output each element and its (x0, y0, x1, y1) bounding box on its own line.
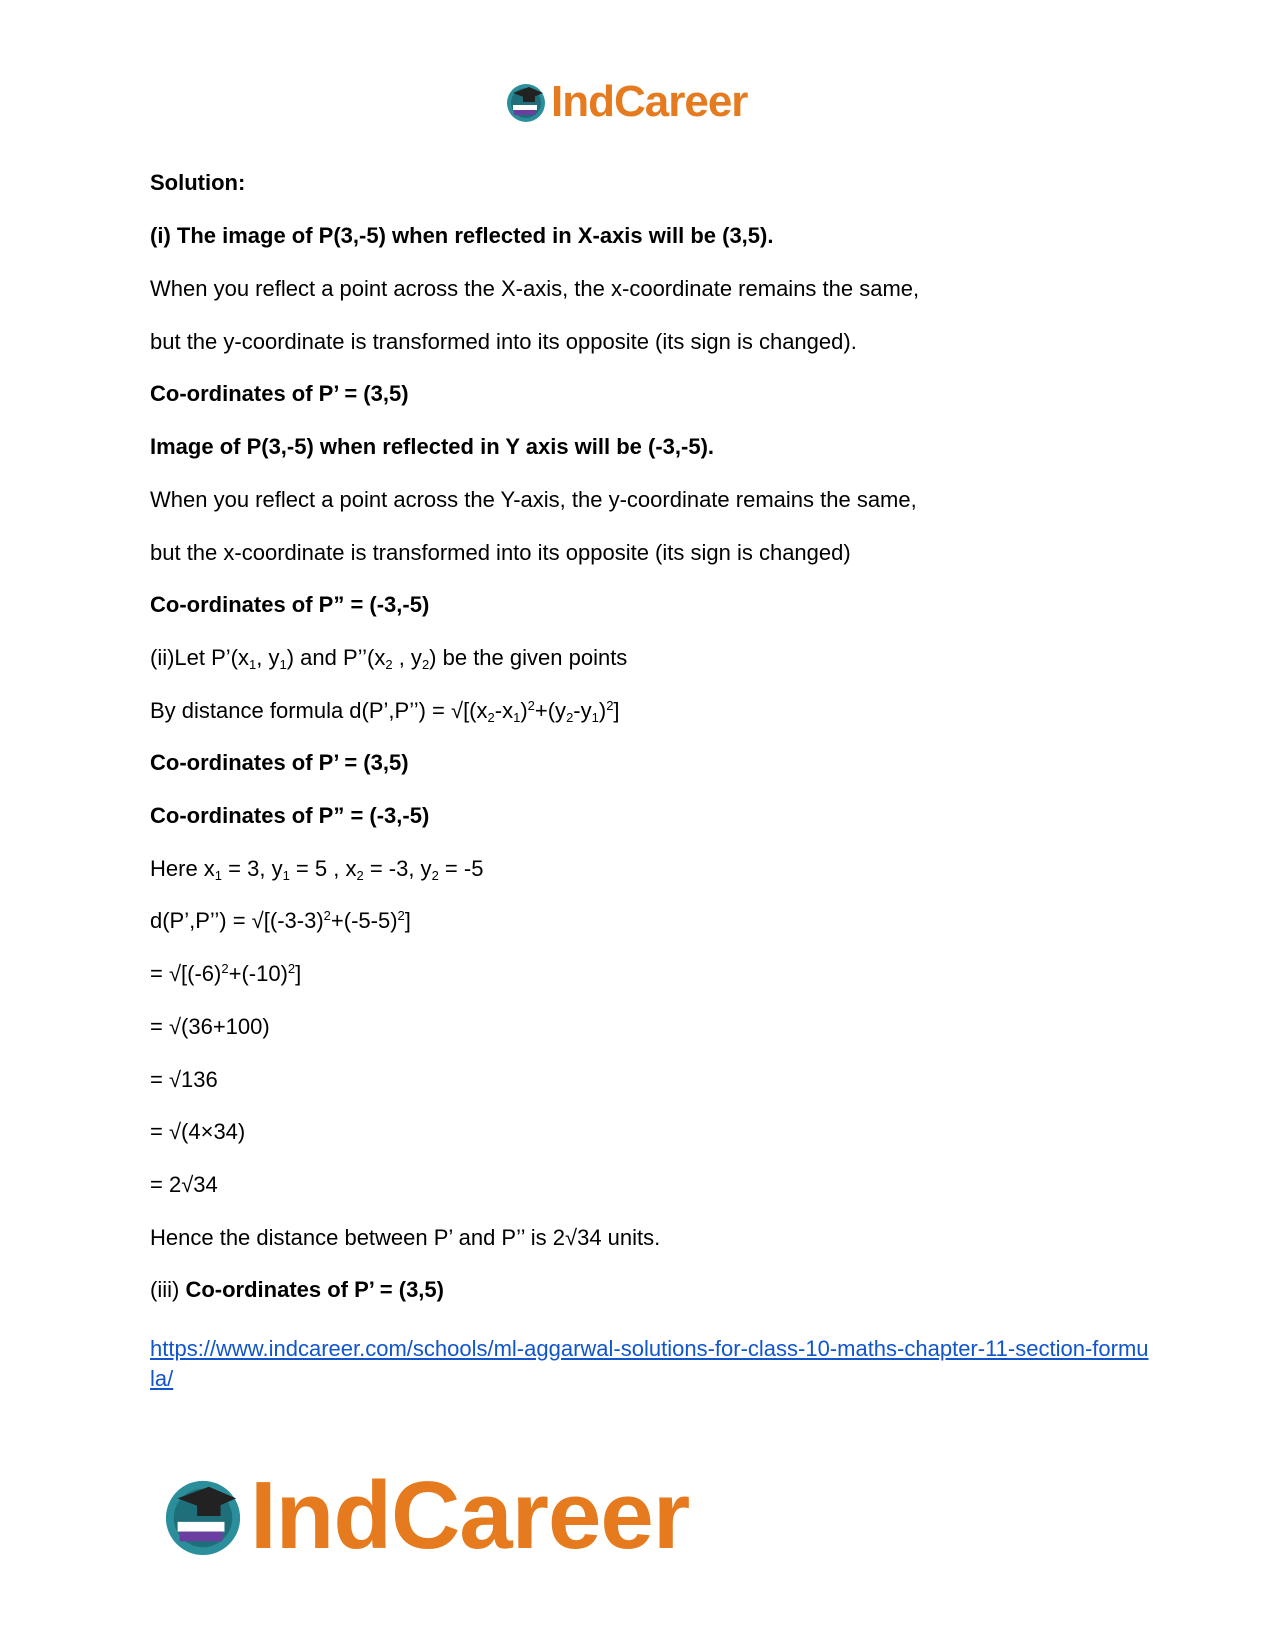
calc-line: = 2√34 (150, 1172, 218, 1197)
bold-line: Co-ordinates of P’ = (3,5) (150, 750, 409, 775)
calc-line: d(P’,P’’) = $√[(-3-3)^2+(-5-5)^2]$ (150, 908, 411, 933)
text-line: When you reflect a point across the X-axis, the x-coordinate remains the same, (150, 276, 920, 301)
part-iii-statement: (iii) Co-ordinates of P’ = (3,5) (150, 1277, 444, 1302)
calc-line: = √136 (150, 1067, 218, 1092)
indcareer-logo-top (505, 77, 748, 126)
graduation-globe-icon (505, 81, 547, 123)
text-line: When you reflect a point across the Y-axis, the y-coordinate remains the same, (150, 487, 917, 512)
graduation-globe-icon (162, 1475, 244, 1557)
part-i-statement: (i) The image of P(3,-5) when reflected in X-axis will be (3,5). (150, 223, 774, 248)
calc-line: = √(36+100) (150, 1014, 270, 1039)
distance-formula: By distance formula d(P’,P’’) = $√[(x_2-x_1)^2+(y_2-y_1)^2]$ (150, 698, 620, 725)
calc-line: = $√[(-6)^2+(-10)^2]$ (150, 961, 302, 986)
conclusion-line: Hence the distance between P’ and P’’ is 2√34 units. (150, 1225, 661, 1250)
indcareer-logo-bottom (162, 1462, 690, 1569)
bold-line: Co-ordinates of P” = (-3,-5) (150, 592, 430, 617)
bold-line: Co-ordinates of P” = (-3,-5) (150, 803, 430, 828)
part-ii-statement: (ii)Let $P’(x_1$, $y_1$) and $P’’(x_2$ , $y_2$) be the given points (150, 645, 628, 672)
text-line: but the x-coordinate is transformed into its opposite (its sign is changed) (150, 540, 851, 565)
source-link[interactable]: https://www.indcareer.com/schools/ml-aggarwal-solutions-for-class-10-maths-chapter-11-section-formula/ (150, 1336, 1149, 1391)
calc-line: = √(4×34) (150, 1119, 246, 1144)
bold-line: Image of P(3,-5) when reflected in Y axis will be (-3,-5). (150, 434, 715, 459)
text-line: but the y-coordinate is transformed into its opposite (its sign is changed). (150, 329, 857, 354)
values-line: Here $x_1 = 3$, $y_1 = 5$ , $x_2 = -3$, $y_2 = -5$ (150, 856, 484, 883)
logo-wordmark: IndCareer (250, 1462, 690, 1569)
bold-line: Co-ordinates of P’ = (3,5) (150, 381, 409, 406)
solution-heading: Solution: (150, 170, 246, 195)
logo-wordmark: IndCareer (551, 77, 748, 126)
